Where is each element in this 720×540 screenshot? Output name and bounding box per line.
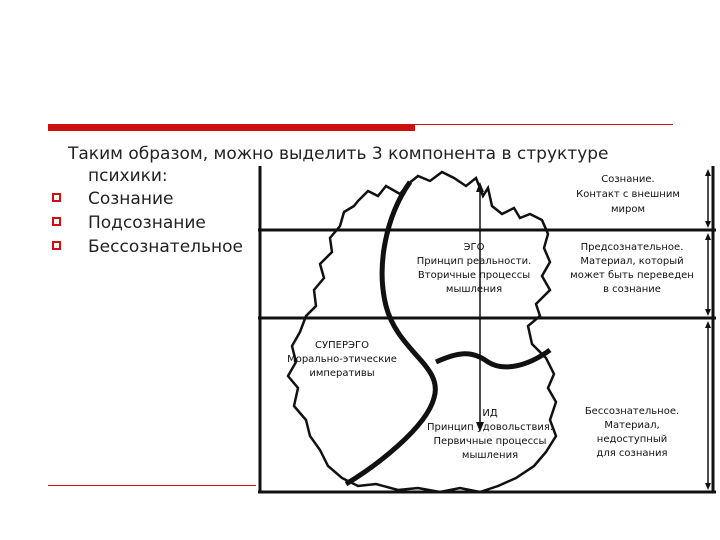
- ego-title: ЭГО: [463, 242, 485, 253]
- superego-line2: императивы: [309, 368, 375, 379]
- title-accent-bar: [48, 124, 415, 131]
- conscious-title: Сознание.: [601, 174, 655, 185]
- preconscious-line1: Материал, который: [580, 256, 684, 267]
- ego-line3: мышления: [445, 284, 503, 295]
- intro-text-line2: психики:: [88, 166, 168, 186]
- id-title: ИД: [482, 408, 498, 419]
- preconscious-title: Предсознательное.: [580, 242, 684, 253]
- unconscious-title: Бессознательное.: [584, 406, 680, 417]
- footer-accent-line: [48, 485, 256, 486]
- bullet-label: Бессознательное: [88, 237, 244, 257]
- bullet-label: Сознание: [88, 189, 174, 209]
- unconscious-line2: недоступный: [596, 434, 668, 445]
- id-line2: Первичные процессы: [433, 436, 547, 447]
- unconscious-line3: для сознания: [596, 448, 668, 459]
- ego-line2: Вторичные процессы: [417, 270, 531, 281]
- conscious-line1: Контакт с внешним: [576, 189, 680, 200]
- intro-text-line1: Таким образом, можно выделить 3 компонента в структуре: [68, 144, 609, 164]
- unconscious-line1: Материал,: [604, 420, 660, 431]
- ego-line1: Принцип реальности.: [416, 256, 532, 267]
- preconscious-line3: в сознание: [603, 284, 661, 295]
- superego-title: СУПЕРЭГО: [315, 340, 369, 351]
- psyche-structure-diagram: [258, 166, 716, 496]
- title-accent-line: [415, 124, 673, 125]
- square-bullet-icon: [52, 193, 61, 202]
- id-line1: Принцип удовольствия.: [426, 422, 554, 433]
- bullet-label: Подсознание: [88, 213, 206, 233]
- square-bullet-icon: [52, 241, 61, 250]
- superego-line1: Морально-этические: [287, 354, 397, 365]
- id-line3: мышления: [461, 450, 519, 461]
- square-bullet-icon: [52, 217, 61, 226]
- preconscious-line2: может быть переведен: [570, 270, 694, 281]
- conscious-line2: миром: [610, 204, 646, 215]
